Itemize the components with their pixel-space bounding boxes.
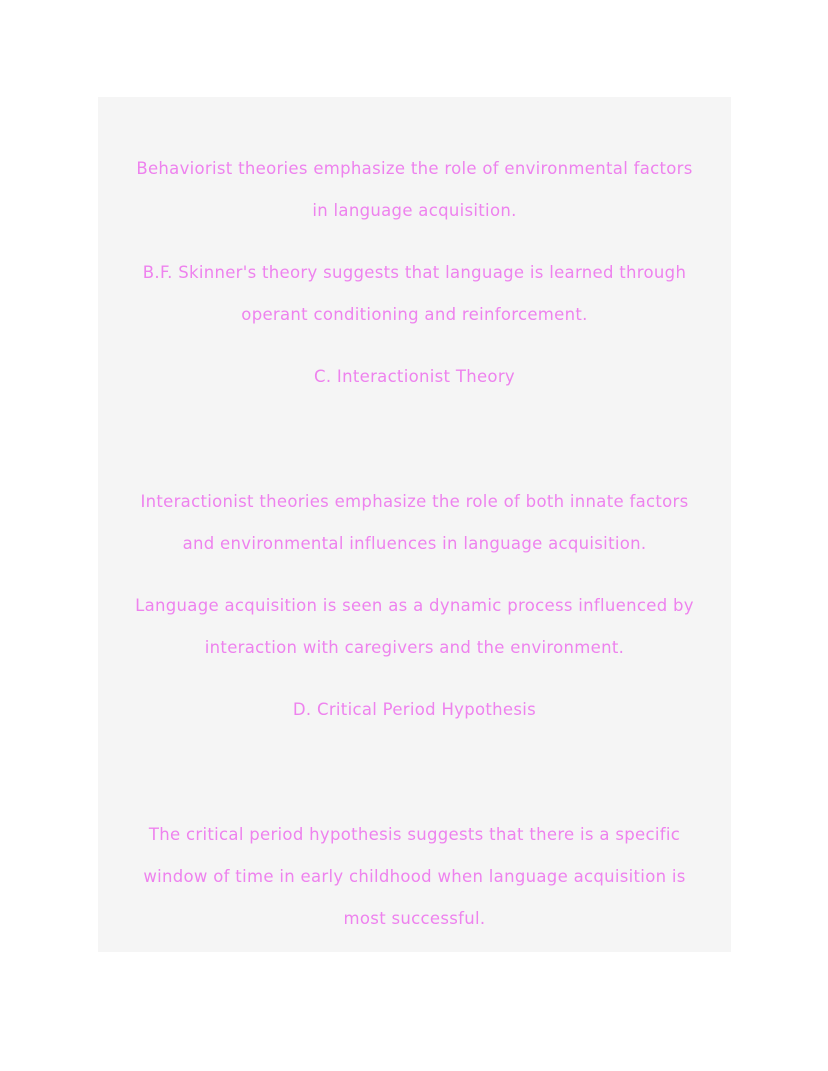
critical-period-heading — [98, 689, 731, 731]
paragraph-line: window of time in early childhood when language acquisition is — [143, 867, 686, 886]
paragraph-line: in language acquisition. — [312, 201, 517, 220]
paragraph-line: The critical period hypothesis suggests that there is a specific — [148, 825, 681, 844]
heading-line: D. Critical Period Hypothesis — [292, 700, 537, 719]
paragraph-line: interaction with caregivers and the environment. — [204, 638, 625, 657]
paragraph-line: most successful. — [343, 909, 486, 928]
paragraph-line: Interactionist theories emphasize the role of both innate factors — [140, 492, 689, 511]
behaviorist-summary-paragraph — [98, 148, 731, 232]
skinner-theory-paragraph — [98, 252, 731, 336]
paragraph-line: Language acquisition is seen as a dynamic process influenced by — [135, 596, 694, 615]
heading-line: C. Interactionist Theory — [314, 367, 515, 386]
critical-period-summary-paragraph — [98, 814, 731, 940]
content-panel — [98, 97, 731, 952]
interactionist-summary-paragraph — [98, 481, 731, 565]
dynamic-process-paragraph — [98, 585, 731, 669]
paragraph-line: and environmental influences in language acquisition. — [182, 534, 647, 553]
paragraph-line: operant conditioning and reinforcement. — [241, 305, 588, 324]
paragraph-line: Behaviorist theories emphasize the role of environmental factors — [136, 159, 693, 178]
interactionist-theory-heading — [98, 356, 731, 398]
paragraph-line: B.F. Skinner's theory suggests that language is learned through — [142, 263, 687, 282]
